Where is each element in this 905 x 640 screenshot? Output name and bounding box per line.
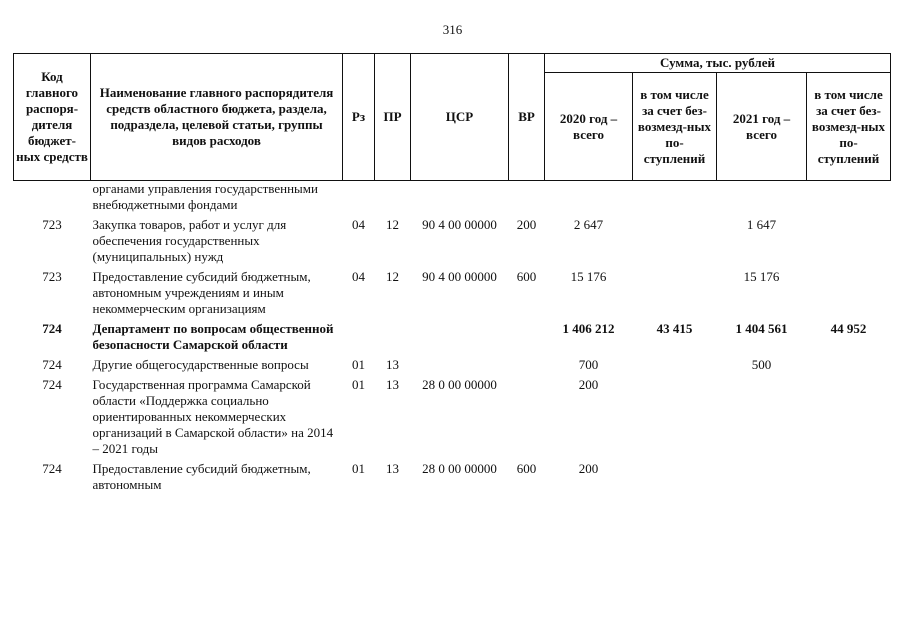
row-2020-total: 2 647 bbox=[573, 217, 604, 232]
row-csr bbox=[411, 181, 509, 218]
row-name: органами управления государственными внебюджетными фондами bbox=[92, 181, 318, 212]
row-rz bbox=[343, 321, 375, 357]
row-code: 724 bbox=[42, 357, 62, 372]
row-2020-incl bbox=[633, 461, 717, 497]
table-row bbox=[14, 217, 891, 269]
header-code: Код главного распоря-дителя бюджет-ных средств bbox=[14, 54, 91, 181]
row-2021-incl bbox=[807, 357, 891, 377]
row-2021-total: 1 647 bbox=[746, 217, 777, 232]
header-csr: ЦСР bbox=[411, 54, 509, 181]
row-2021-total: 1 404 561 bbox=[735, 321, 788, 336]
row-2020-incl bbox=[633, 357, 717, 377]
header-vr: ВР bbox=[509, 54, 545, 181]
row-pr: 12 bbox=[386, 217, 399, 232]
row-pr bbox=[375, 181, 411, 218]
header-2020-total: 2020 год – всего bbox=[545, 73, 633, 181]
row-code: 723 bbox=[42, 269, 62, 284]
header-2020-incl: в том числе за счет без-возмезд-ных по-ступлений bbox=[633, 73, 717, 181]
row-name: Другие общегосударственные вопросы bbox=[92, 357, 309, 372]
row-2020-incl bbox=[633, 269, 717, 321]
row-2020-incl bbox=[633, 181, 717, 218]
row-2020-incl bbox=[633, 217, 717, 269]
row-vr bbox=[509, 321, 545, 357]
table-body bbox=[14, 181, 891, 498]
row-csr bbox=[411, 357, 509, 377]
header-name: Наименование главного распорядителя средств областного бюджета, раздела, подраздела, целевой статьи, группы видов расходов bbox=[91, 54, 343, 181]
row-pr bbox=[375, 321, 411, 357]
row-rz: 04 bbox=[352, 217, 365, 232]
row-2021-total bbox=[717, 377, 807, 461]
header-2021-incl: в том числе за счет без-возмезд-ных по-ступлений bbox=[807, 73, 891, 181]
row-pr: 13 bbox=[386, 357, 399, 372]
row-2021-total: 15 176 bbox=[743, 269, 780, 284]
row-2021-total bbox=[717, 181, 807, 218]
row-pr: 13 bbox=[386, 461, 399, 476]
row-vr bbox=[509, 357, 545, 377]
row-csr: 28 0 00 00000 bbox=[422, 377, 497, 392]
row-2021-incl: 44 952 bbox=[830, 321, 867, 336]
table-row bbox=[14, 269, 891, 321]
row-2020-incl bbox=[633, 377, 717, 461]
row-rz: 01 bbox=[352, 377, 365, 392]
row-2020-total: 200 bbox=[578, 377, 599, 392]
row-2020-total: 15 176 bbox=[570, 269, 607, 284]
row-vr: 600 bbox=[516, 269, 537, 284]
row-2020-total: 700 bbox=[578, 357, 599, 372]
row-2021-incl bbox=[807, 461, 891, 497]
row-name: Предоставление субсидий бюджетным, автономным bbox=[92, 461, 311, 492]
row-csr bbox=[411, 321, 509, 357]
row-name: Закупка товаров, работ и услуг для обеспечения государственных (муниципальных) нужд bbox=[92, 217, 287, 264]
row-2020-total: 200 bbox=[578, 461, 599, 476]
row-rz: 01 bbox=[352, 357, 365, 372]
row-rz: 01 bbox=[352, 461, 365, 476]
row-name: Государственная программа Самарской области «Поддержка социально ориентированных некоммерческих организаций в Самарской области» на 2014 – 2021 годы bbox=[92, 377, 334, 456]
table-row bbox=[14, 377, 891, 461]
table-row bbox=[14, 461, 891, 497]
table-row bbox=[14, 357, 891, 377]
row-rz: 04 bbox=[352, 269, 365, 284]
row-name: Предоставление субсидий бюджетным, автономным учреждениям и иным некоммерческим организациям bbox=[92, 269, 311, 316]
row-2021-incl bbox=[807, 181, 891, 218]
row-pr: 13 bbox=[386, 377, 399, 392]
row-code: 724 bbox=[42, 377, 62, 392]
table-row bbox=[14, 181, 891, 218]
row-code: 723 bbox=[42, 217, 62, 232]
header-sum: Сумма, тыс. рублей bbox=[545, 54, 891, 73]
row-pr: 12 bbox=[386, 269, 399, 284]
row-code: 724 bbox=[42, 321, 62, 336]
row-2020-total bbox=[545, 181, 633, 218]
row-code: 724 bbox=[42, 461, 62, 476]
row-vr: 600 bbox=[516, 461, 537, 476]
row-name: Департамент по вопросам общественной безопасности Самарской области bbox=[92, 321, 334, 352]
table-row bbox=[14, 321, 891, 357]
row-code bbox=[14, 181, 91, 218]
header-rz: Рз bbox=[343, 54, 375, 181]
row-2020-incl: 43 415 bbox=[656, 321, 693, 336]
row-2021-total bbox=[717, 461, 807, 497]
row-2021-total: 500 bbox=[751, 357, 772, 372]
header-2021-total: 2021 год – всего bbox=[717, 73, 807, 181]
row-2021-incl bbox=[807, 217, 891, 269]
row-vr: 200 bbox=[516, 217, 537, 232]
budget-table bbox=[13, 53, 891, 497]
row-vr bbox=[509, 377, 545, 461]
row-csr: 90 4 00 00000 bbox=[422, 269, 497, 284]
row-rz bbox=[343, 181, 375, 218]
header-pr: ПР bbox=[375, 54, 411, 181]
page-number: 316 bbox=[442, 22, 463, 37]
row-2020-total: 1 406 212 bbox=[562, 321, 615, 336]
row-csr: 28 0 00 00000 bbox=[422, 461, 497, 476]
row-vr bbox=[509, 181, 545, 218]
row-2021-incl bbox=[807, 377, 891, 461]
row-2021-incl bbox=[807, 269, 891, 321]
row-csr: 90 4 00 00000 bbox=[422, 217, 497, 232]
